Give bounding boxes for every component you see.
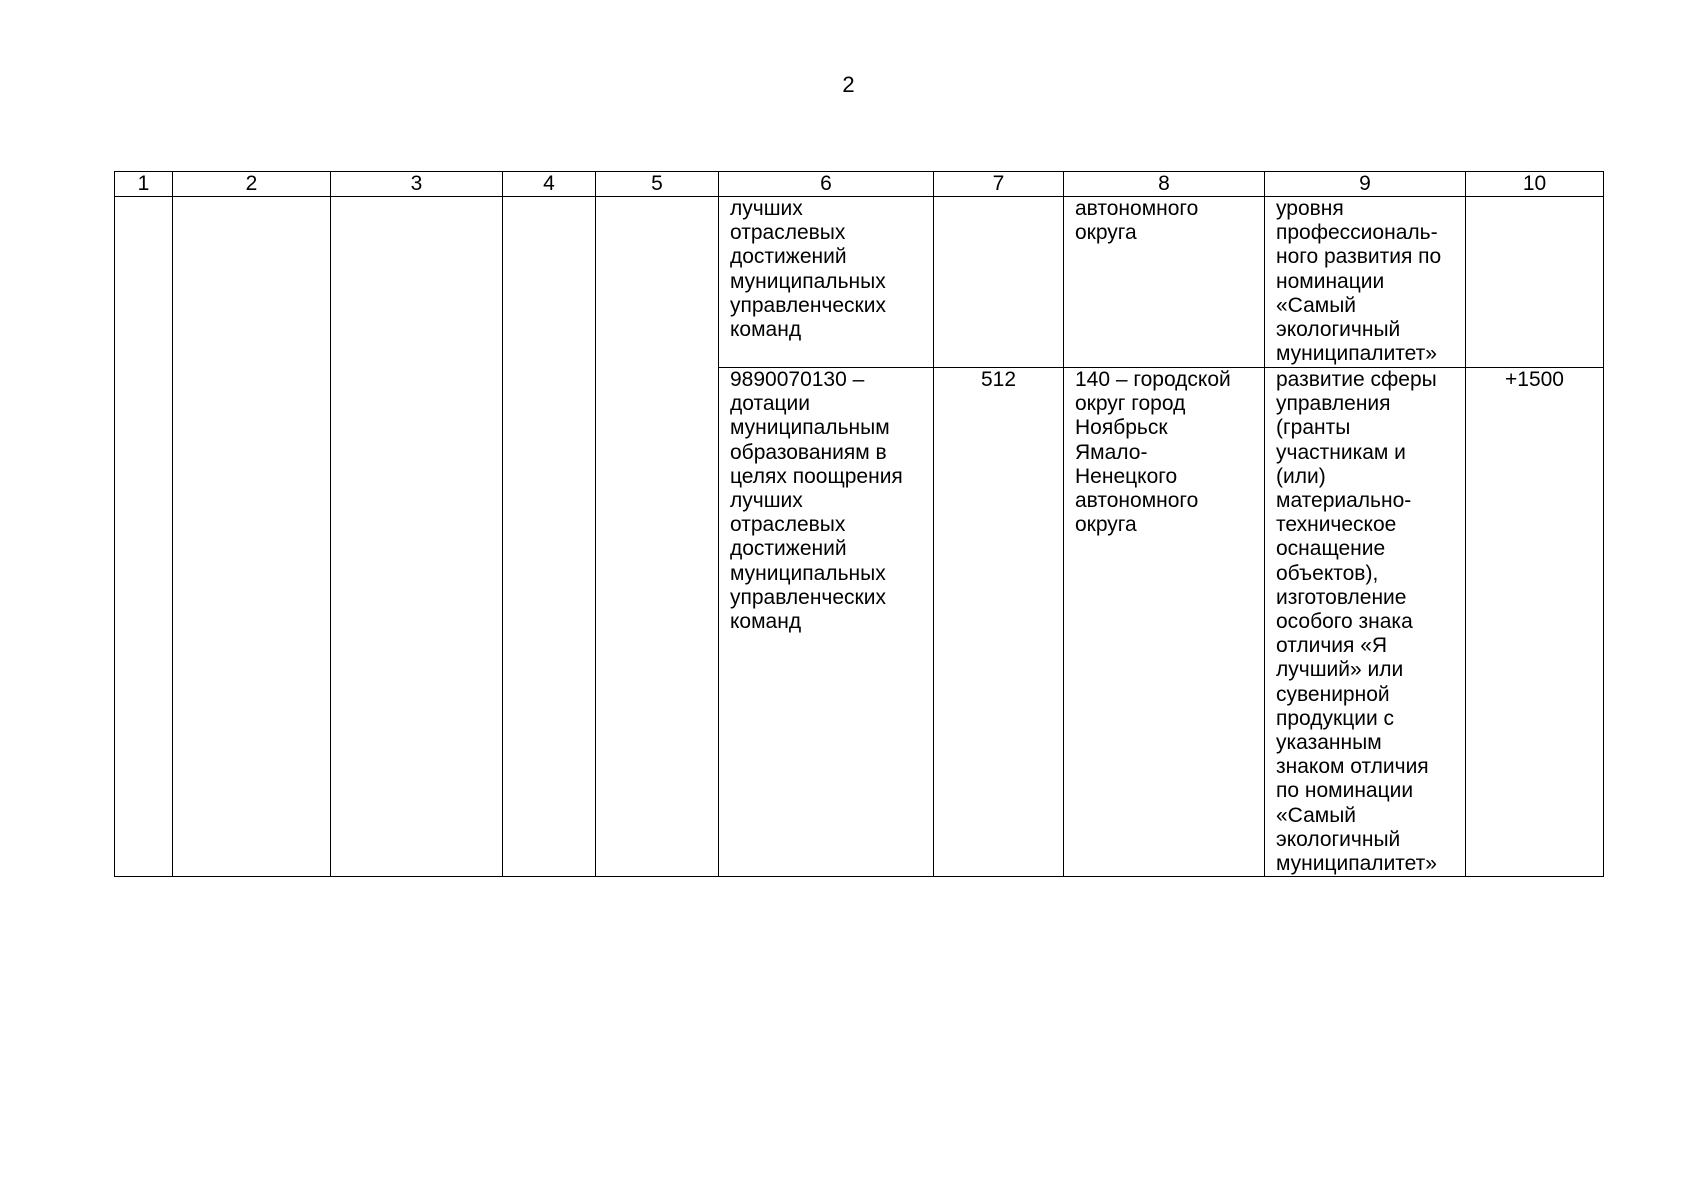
cell-text: 140 – городской округ город Ноябрьск Ямало- Ненецкого автономного округа bbox=[1075, 368, 1231, 537]
table-cell-empty bbox=[331, 197, 503, 368]
cell-text: развитие сферы управления (гранты участникам и (или) материально- техническое оснащение объектов), изготовление особого знака отличия «Я лучший» или сувенирной продукции с указанным знаком отличия по номинации «Самый экологичный муниципалитет» bbox=[1276, 368, 1437, 876]
table-cell-recipient bbox=[1064, 197, 1265, 368]
budget-table bbox=[114, 171, 1604, 877]
table-row bbox=[115, 197, 1604, 368]
column-header-1: 1 bbox=[115, 172, 173, 197]
table-row bbox=[115, 368, 1604, 877]
cell-text: +1500 bbox=[1505, 368, 1564, 391]
table-cell-amount bbox=[1466, 197, 1604, 368]
table-cell-expense-type bbox=[934, 197, 1064, 368]
table-cell-target-article bbox=[719, 368, 934, 877]
column-header-6: 6 bbox=[719, 172, 934, 197]
column-header-10: 10 bbox=[1466, 172, 1604, 197]
cell-text: 9890070130 – дотации муниципальным образованиям в целях поощрения лучших отраслевых достижений муниципальных управленческих команд bbox=[730, 368, 903, 634]
column-header-4: 4 bbox=[503, 172, 596, 197]
cell-text: автономного округа bbox=[1075, 197, 1199, 245]
table-cell-empty bbox=[596, 197, 719, 368]
column-header-9: 9 bbox=[1265, 172, 1466, 197]
table-cell-empty bbox=[331, 368, 503, 877]
table-cell-empty bbox=[503, 197, 596, 368]
table-cell-recipient bbox=[1064, 368, 1265, 877]
table-cell-empty bbox=[173, 368, 331, 877]
table-cell-target-article bbox=[719, 197, 934, 368]
table-cell-purpose bbox=[1265, 197, 1466, 368]
column-header-3: 3 bbox=[331, 172, 503, 197]
table-cell-empty bbox=[596, 368, 719, 877]
column-header-2: 2 bbox=[173, 172, 331, 197]
table-cell-empty bbox=[503, 368, 596, 877]
table-cell-purpose bbox=[1265, 368, 1466, 877]
page-number: 2 bbox=[842, 72, 855, 97]
column-header-8: 8 bbox=[1064, 172, 1265, 197]
table-cell-expense-type bbox=[934, 368, 1064, 877]
column-header-5: 5 bbox=[596, 172, 719, 197]
column-header-7: 7 bbox=[934, 172, 1064, 197]
table-cell-empty bbox=[115, 197, 173, 368]
table-cell-empty bbox=[115, 368, 173, 877]
cell-text: лучших отраслевых достижений муниципальных управленческих команд bbox=[730, 197, 886, 342]
table-cell-empty bbox=[173, 197, 331, 368]
cell-text: уровня профессиональ- ного развития по номинации «Самый экологичный муниципалитет» bbox=[1276, 197, 1442, 366]
table-header-row bbox=[115, 172, 1604, 197]
table-cell-amount bbox=[1466, 368, 1604, 877]
cell-text: 512 bbox=[980, 368, 1017, 391]
